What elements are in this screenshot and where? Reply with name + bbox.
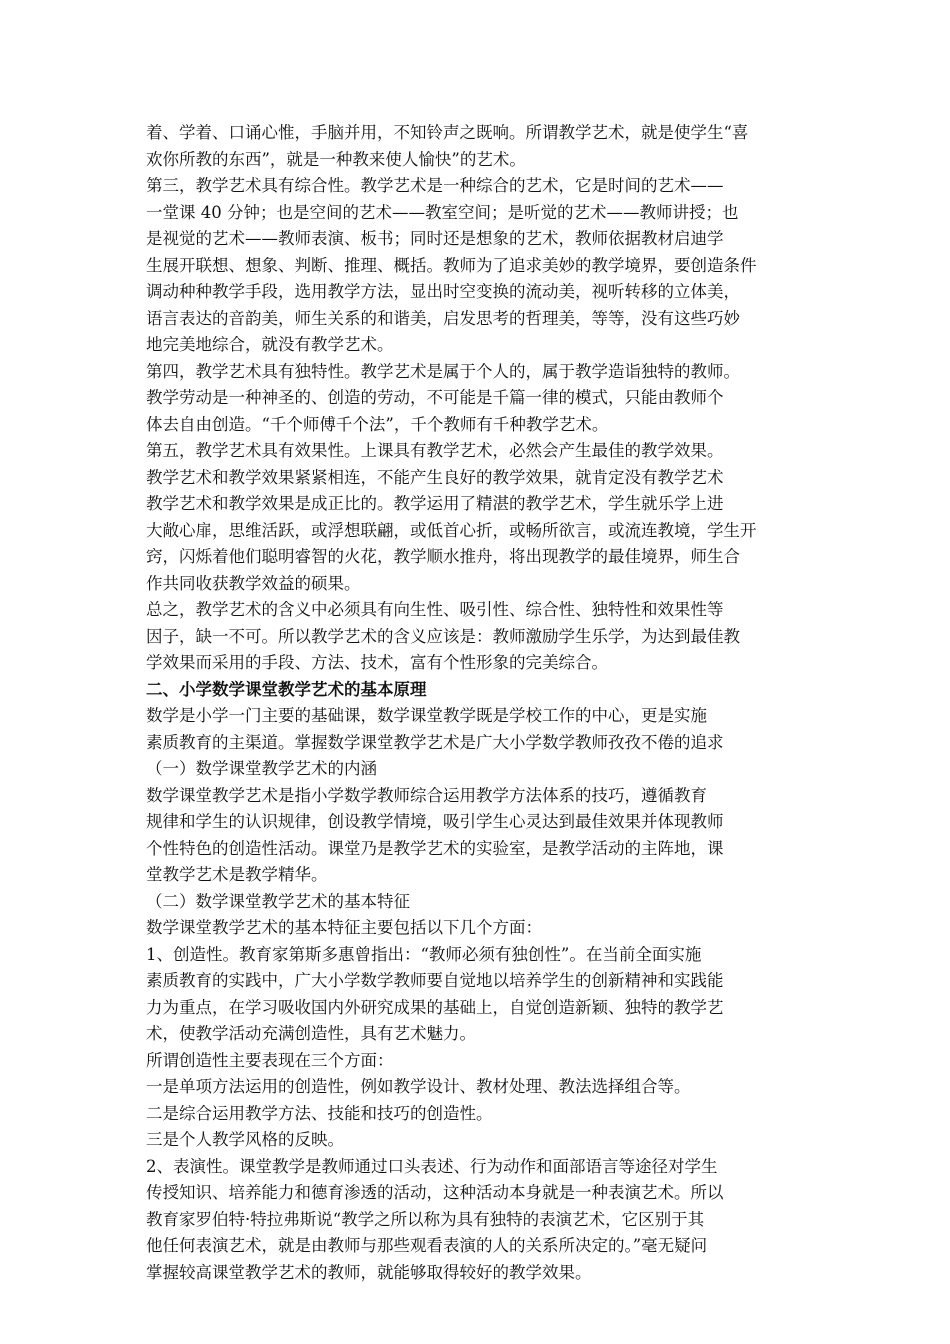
- subsection-heading: （二）数学课堂教学艺术的基本特征: [146, 891, 410, 911]
- text-line: 第五，教学艺术具有效果性。上课具有教学艺术，必然会产生最佳的教学效果。: [146, 441, 724, 460]
- text-line: 第三，教学艺术具有综合性。教学艺术是一种综合的艺术，它是时间的艺术——: [146, 176, 724, 195]
- text-line: 总之，教学艺术的含义中必须具有向生性、吸引性、综合性、独特性和效果性等: [146, 600, 724, 619]
- section-heading: 二、小学数学课堂教学艺术的基本原理: [146, 679, 427, 699]
- text-line: 素质教育的实践中，广大小学数学教师要自觉地以培养学生的创新精神和实践能: [146, 971, 724, 990]
- text-line: 大敞心扉，思维活跃，或浮想联翩，或低首心折，或畅所欲言，或流连教境，学生开: [146, 520, 757, 540]
- text-line: 2、表演性。课堂教学是教师通过口头表述、行为动作和面部语言等途径对学生: [146, 1156, 718, 1176]
- text-line: 因子，缺一不可。所以教学艺术的含义应该是：教师激励学生乐学，为达到最佳教: [146, 626, 740, 646]
- text-line: 教学劳动是一种神圣的、创造的劳动，不可能是千篇一律的模式，只能由教师个: [146, 388, 724, 407]
- text-line: 第四，教学艺术具有独特性。教学艺术是属于个人的，属于教学造诣独特的教师。: [146, 361, 740, 381]
- text-line: 教育家罗伯特·特拉弗斯说“教学之所以称为具有独特的表演艺术，它区别于其: [146, 1209, 705, 1229]
- text-line: 二是综合运用教学方法、技能和技巧的创造性。: [146, 1103, 493, 1123]
- text-line: 一堂课 40 分钟；也是空间的艺术——教室空间；是听觉的艺术——教师讲授；也: [146, 202, 739, 222]
- text-line: 三是个人教学风格的反映。: [146, 1130, 344, 1149]
- text-line: 他任何表演艺术，就是由教师与那些观看表演的人的关系所决定的。”毫无疑问: [146, 1236, 708, 1255]
- text-line: 个性特色的创造性活动。课堂乃是教学艺术的实验室，是教学活动的主阵地，课: [146, 838, 724, 858]
- text-line: 一是单项方法运用的创造性，例如教学设计、教材处理、教法选择组合等。: [146, 1077, 691, 1096]
- text-line: 1、创造性。教育家第斯多惠曾指出：“教师必须有独创性”。在当前全面实施: [146, 944, 702, 964]
- text-line: 规律和学生的认识规律，创设教学情境，吸引学生心灵达到最佳效果并体现教师: [146, 812, 724, 831]
- text-line: 地完美地综合，就没有教学艺术。: [146, 335, 394, 354]
- text-line: 欢你所教的东西”，就是一种教来使人愉快”的艺术。: [146, 149, 526, 169]
- text-line: 是视觉的艺术——教师表演、板书；同时还是想象的艺术，教师依据教材启迪学: [146, 229, 724, 248]
- text-line: 着、学着、口诵心惟，手脑并用，不知铃声之既响。所谓教学艺术，就是使学生“喜: [146, 123, 749, 142]
- text-line: 窍，闪烁着他们聪明睿智的火花，教学顺水推舟，将出现教学的最佳境界，师生合: [146, 547, 740, 566]
- text-line: 数学课堂教学艺术是指小学数学教师综合运用教学方法体系的技巧，遵循教育: [146, 785, 707, 805]
- text-line: 堂教学艺术是教学精华。: [146, 865, 328, 884]
- text-line: 术，使教学活动充满创造性，具有艺术魅力。: [146, 1024, 476, 1043]
- text-line: 体去自由创造。“千个师傅千个法”，千个教师有千种教学艺术。: [146, 414, 609, 434]
- text-line: 生展开联想、想象、判断、推理、概括。教师为了追求美妙的教学境界，要创造条件: [146, 255, 757, 275]
- text-line: 素质教育的主渠道。掌握数学课堂教学艺术是广大小学数学教师孜孜不倦的追求: [146, 732, 724, 752]
- text-line: 数学是小学一门主要的基础课，数学课堂教学既是学校工作的中心，更是实施: [146, 706, 707, 725]
- subsection-heading: （一）数学课堂教学艺术的内涵: [146, 759, 377, 778]
- text-line: 学效果而采用的手段、方法、技术，富有个性形象的完美综合。: [146, 653, 608, 672]
- text-line: 作共同收获教学效益的硕果。: [146, 573, 361, 593]
- text-line: 语言表达的音韵美，师生关系的和谐美，启发思考的哲理美，等等，没有这些巧妙: [146, 308, 740, 328]
- text-line: 教学艺术和教学效果是成正比的。教学运用了精湛的教学艺术，学生就乐学上进: [146, 494, 724, 513]
- text-line: 调动种种教学手段，选用教学方法，显出时空变换的流动美，视听转移的立体美，: [146, 282, 740, 301]
- text-line: 教学艺术和教学效果紧紧相连，不能产生良好的教学效果，就肯定没有教学艺术: [146, 467, 724, 487]
- document-body: [146, 120, 810, 1286]
- text-line: 数学课堂教学艺术的基本特征主要包括以下几个方面：: [146, 918, 542, 937]
- text-line: 传授知识、培养能力和德育渗透的活动，这种活动本身就是一种表演艺术。所以: [146, 1183, 724, 1202]
- text-line: 所谓创造性主要表现在三个方面：: [146, 1050, 394, 1070]
- text-line: 力为重点，在学习吸收国内外研究成果的基础上，自觉创造新颖、独特的教学艺: [146, 997, 724, 1017]
- text-line: 掌握较高课堂教学艺术的教师，就能够取得较好的教学效果。: [146, 1262, 592, 1282]
